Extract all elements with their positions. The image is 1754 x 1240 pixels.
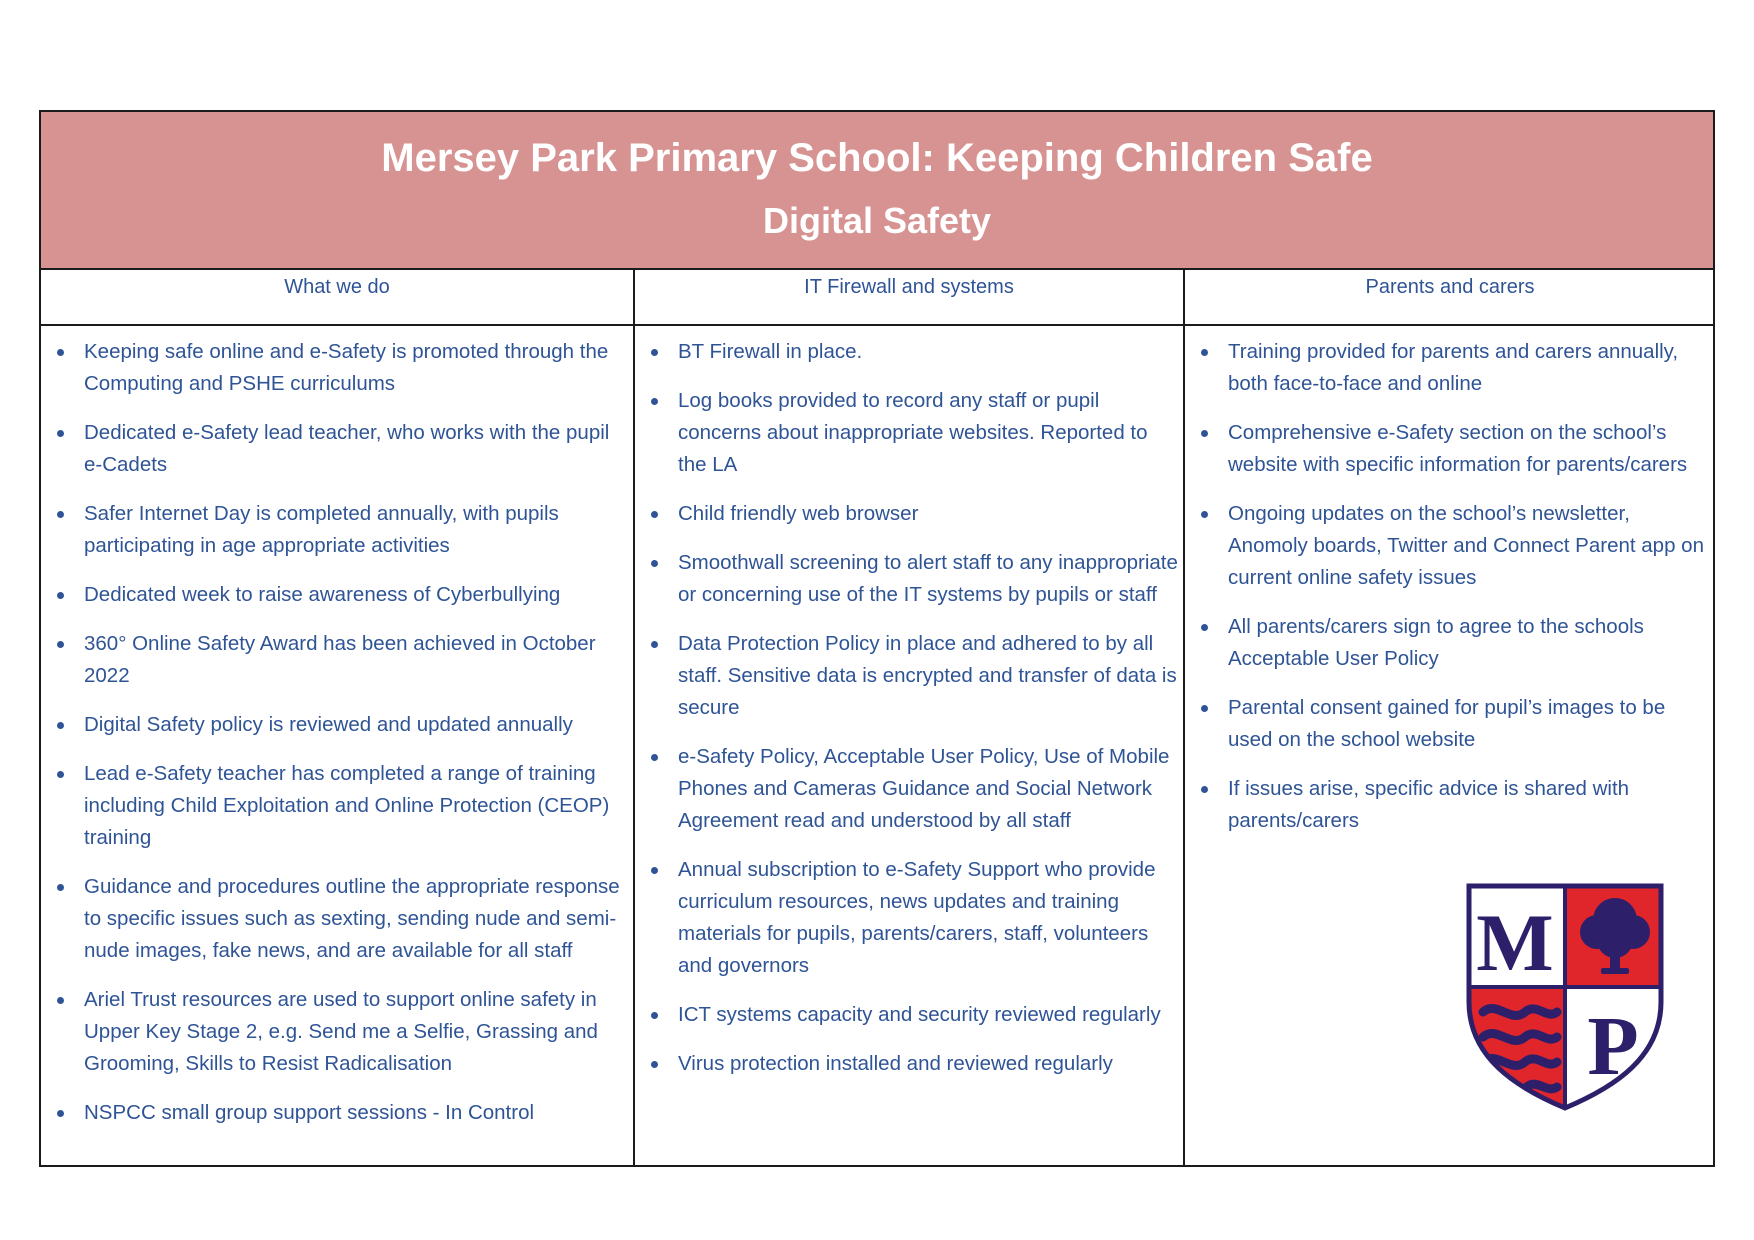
- list-item: All parents/carers sign to agree to the schools Acceptable User Policy: [1185, 611, 1705, 675]
- list-item: Keeping safe online and e-Safety is promoted through the Computing and PSHE curriculums: [41, 336, 625, 400]
- list-item: Ongoing updates on the school’s newsletter, Anomoly boards, Twitter and Connect Parent app on current online safety issues: [1185, 498, 1705, 594]
- list-item: Lead e-Safety teacher has completed a range of training including Child Exploitation and Online Protection (CEOP) training: [41, 758, 625, 854]
- list-item: Digital Safety policy is reviewed and updated annually: [41, 709, 625, 741]
- column-what-we-do: [41, 326, 633, 1165]
- list-item: Log books provided to record any staff or pupil concerns about inappropriate websites. Reported to the LA: [635, 385, 1179, 481]
- school-crest-logo: [1465, 882, 1665, 1112]
- list-item: Child friendly web browser: [635, 498, 1179, 530]
- list-item: Dedicated e-Safety lead teacher, who works with the pupil e-Cadets: [41, 417, 625, 481]
- list-item: Training provided for parents and carers annually, both face-to-face and online: [1185, 336, 1705, 400]
- list-item: Data Protection Policy in place and adhered to by all staff. Sensitive data is encrypted and transfer of data is secure: [635, 628, 1179, 724]
- list-item: Smoothwall screening to alert staff to any inappropriate or concerning use of the IT systems by pupils or staff: [635, 547, 1179, 611]
- list-item: e-Safety Policy, Acceptable User Policy, Use of Mobile Phones and Cameras Guidance and Social Network Agreement read and understood by all staff: [635, 741, 1179, 837]
- list-item: Annual subscription to e-Safety Support who provide curriculum resources, news updates and training materials for pupils, parents/carers, staff, volunteers and governors: [635, 854, 1179, 982]
- page-title: Mersey Park Primary School: Keeping Children Safe: [381, 136, 1373, 180]
- safety-document: [39, 110, 1715, 1167]
- list-item: If issues arise, specific advice is shared with parents/carers: [1185, 773, 1705, 837]
- list-item: Safer Internet Day is completed annually, with pupils participating in age appropriate activities: [41, 498, 625, 562]
- list-item: 360° Online Safety Award has been achieved in October 2022: [41, 628, 625, 692]
- list-item: Comprehensive e-Safety section on the school’s website with specific information for parents/carers: [1185, 417, 1705, 481]
- list-item: Dedicated week to raise awareness of Cyberbullying: [41, 579, 625, 611]
- list-item: ICT systems capacity and security reviewed regularly: [635, 999, 1179, 1031]
- column-heading-parents: Parents and carers: [1185, 270, 1715, 326]
- column-heading-it-firewall: IT Firewall and systems: [635, 270, 1183, 326]
- crest-letter-p: P: [1587, 1000, 1639, 1093]
- crest-letter-m: M: [1476, 897, 1554, 988]
- bullet-list: [41, 336, 625, 1129]
- list-item: Guidance and procedures outline the appropriate response to specific issues such as sexting, sending nude and semi-nude images, fake news, and are available for all staff: [41, 871, 625, 967]
- page-subtitle: Digital Safety: [762, 200, 992, 241]
- list-item: NSPCC small group support sessions - In Control: [41, 1097, 625, 1129]
- bullet-list: [635, 336, 1179, 1080]
- list-item: Ariel Trust resources are used to support online safety in Upper Key Stage 2, e.g. Send me a Selfie, Grassing and Grooming, Skills to Resist Radicalisation: [41, 984, 625, 1080]
- column-it-firewall: [635, 326, 1183, 1165]
- list-item: Virus protection installed and reviewed regularly: [635, 1048, 1179, 1080]
- list-item: BT Firewall in place.: [635, 336, 1179, 368]
- bullet-list: [1185, 336, 1705, 837]
- column-heading-what-we-do: What we do: [41, 270, 633, 326]
- list-item: Parental consent gained for pupil’s images to be used on the school website: [1185, 692, 1705, 756]
- header-banner: [41, 112, 1713, 270]
